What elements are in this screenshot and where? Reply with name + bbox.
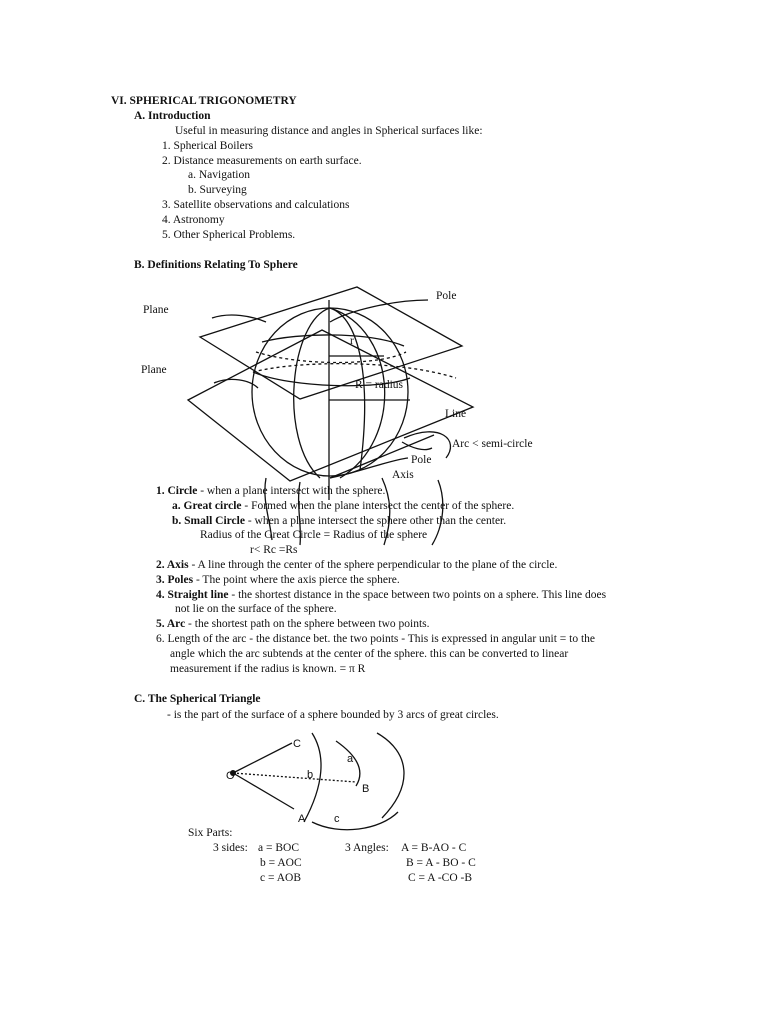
list-item: a. Navigation	[188, 169, 250, 181]
list-item: 4. Astronomy	[162, 214, 225, 226]
definition-arc-length-2: angle which the arc subtends at the center of the sphere. this can be converted to linear	[170, 648, 569, 660]
definition-label: 1. Circle	[156, 485, 198, 497]
label-B: B	[362, 783, 370, 795]
arc-CB	[377, 733, 404, 818]
angle-A: A = B-AO - C	[401, 842, 467, 854]
label-arc: Arc < semi-circle	[452, 438, 533, 450]
definition-label: 4. Straight line	[156, 589, 229, 601]
definition-text: - A line through the center of the sphere perpendicular to the plane of the circle.	[188, 559, 558, 571]
definition-arc-length-1: 6. Length of the arc - the distance bet. the two points - This is expressed in angular unit = to the	[156, 633, 596, 645]
section-a-heading: A. Introduction	[134, 110, 211, 122]
definition-text: - the shortest distance in the space between two points on a sphere. This line does	[228, 589, 607, 601]
definition-arc-length-3: measurement if the radius is known. = π R	[170, 663, 366, 675]
label-pole-top: Pole	[436, 290, 457, 302]
definition-label: b. Small Circle	[172, 515, 245, 527]
label-plane-bottom: Plane	[141, 364, 167, 376]
list-item: 1. Spherical Boilers	[162, 140, 254, 152]
label-pole-bottom: Pole	[411, 454, 432, 466]
angles-label: 3 Angles:	[345, 842, 389, 854]
section-b-heading: B. Definitions Relating To Sphere	[134, 259, 298, 271]
label-a: a	[347, 753, 354, 765]
section-c-heading: C. The Spherical Triangle	[134, 693, 261, 705]
label-R-radius: R = radius	[355, 379, 404, 391]
six-parts-label: Six Parts:	[188, 827, 233, 839]
line-OB	[233, 773, 356, 782]
side-c: c = AOB	[260, 872, 301, 884]
sides-label: 3 sides:	[213, 842, 248, 854]
list-item: 3. Satellite observations and calculations	[162, 199, 350, 211]
side-a: a = BOC	[258, 842, 299, 854]
section-c-intro: - is the part of the surface of a sphere bounded by 3 arcs of great circles.	[167, 709, 499, 721]
label-O: O	[226, 770, 235, 782]
line-OA	[233, 773, 294, 809]
definition-label: 2. Axis	[156, 559, 189, 571]
list-item: b. Surveying	[188, 184, 247, 196]
definition-label: a. Great circle	[172, 500, 242, 512]
definition-text: - the shortest path on the sphere between two points.	[185, 618, 430, 630]
definition-relation: r< Rc =Rs	[250, 544, 298, 556]
definition-label: 3. Poles	[156, 574, 194, 586]
definition-text: - Formed when the plane intersect the center of the sphere.	[241, 500, 515, 512]
label-A: A	[298, 813, 306, 825]
label-axis: Axis	[392, 469, 414, 481]
line-OC	[233, 743, 292, 773]
label-line: Line	[445, 408, 467, 420]
label-plane-top: Plane	[143, 304, 169, 316]
angle-B: B = A - BO - C	[406, 857, 476, 869]
label-r: r	[350, 335, 354, 347]
label-c: c	[334, 813, 340, 825]
definition-label: 5. Arc	[156, 618, 186, 630]
definition-text: - when a plane intersect the sphere other than the center.	[244, 515, 507, 527]
section-a-intro: Useful in measuring distance and angles in Spherical surfaces like:	[175, 125, 483, 137]
list-item: 5. Other Spherical Problems.	[162, 229, 296, 241]
definition-straight-line-cont: not lie on the surface of the sphere.	[175, 603, 337, 615]
document-title: VI. SPHERICAL TRIGONOMETRY	[111, 95, 297, 107]
definition-text: - when a plane intersect with the sphere.	[197, 485, 386, 497]
label-C: C	[293, 738, 301, 750]
angle-C: C = A -CO -B	[408, 872, 472, 884]
definition-text: - The point where the axis pierce the sphere.	[193, 574, 400, 586]
definition-note: Radius of the Great Circle = Radius of the sphere	[200, 529, 428, 541]
label-b: b	[307, 769, 314, 781]
side-b: b = AOC	[260, 857, 302, 869]
list-item: 2. Distance measurements on earth surface.	[162, 155, 362, 167]
